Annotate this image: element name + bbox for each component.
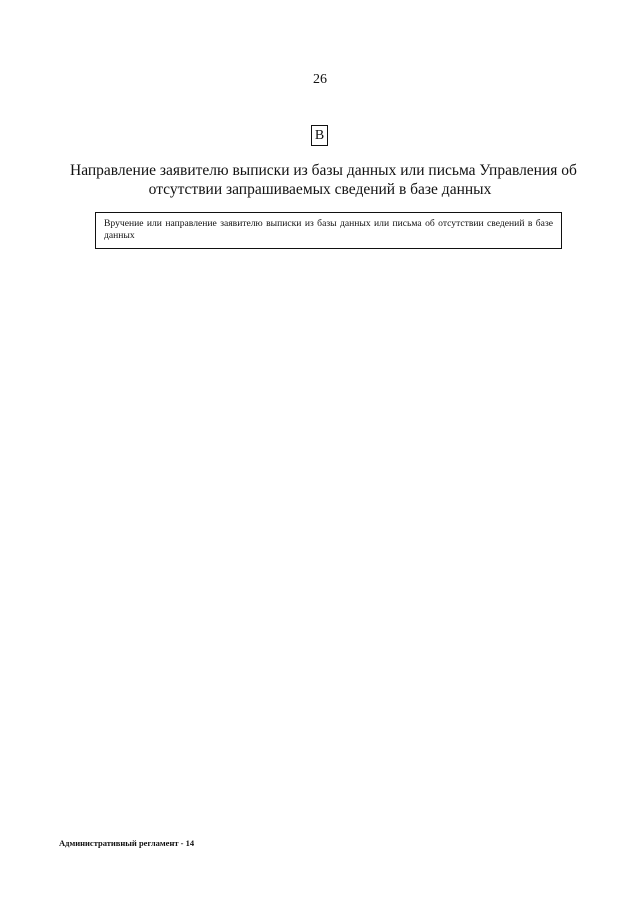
section-heading-line-1: Направление заявителю выписки из базы данных или письма Управления об [70,162,577,179]
document-footer: Административный регламент - 14 [59,838,195,848]
section-heading-line-2: отсутствии запрашиваемых сведений в базе данных [148,181,492,198]
section-marker-box: В [311,125,328,146]
page-number: 26 [313,72,327,87]
procedure-step-box: Вручение или направление заявителю выписки из базы данных или письма об отсутствии сведений в базе данных [95,212,562,249]
section-heading [70,161,577,199]
